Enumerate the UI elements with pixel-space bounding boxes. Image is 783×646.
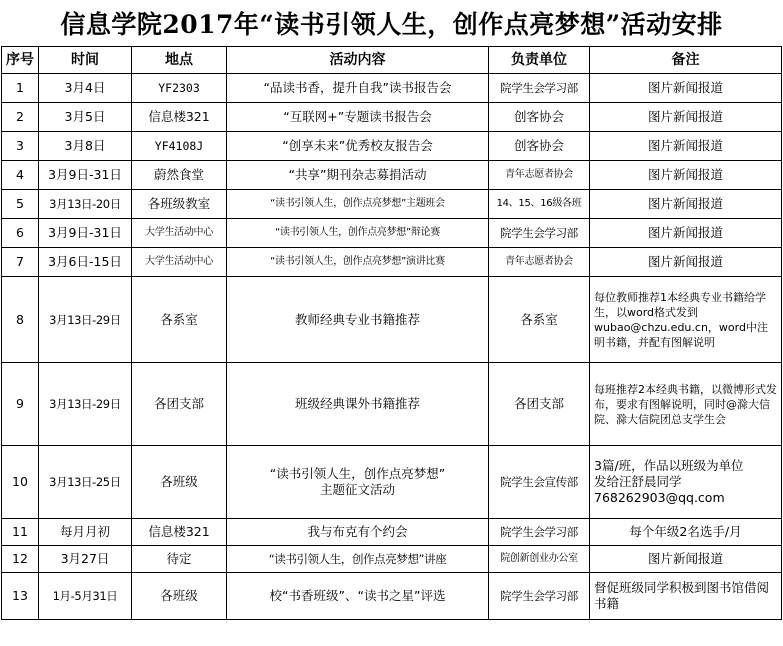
- cell-note: 图片新闻报道: [590, 190, 782, 219]
- cell-no: 12: [2, 546, 39, 573]
- cell-unit: 院学生会学习部: [489, 74, 590, 103]
- cell-content: “读书引领人生，创作点亮梦想”讲座: [227, 546, 489, 573]
- cell-time: 3月13日-29日: [39, 277, 132, 363]
- cell-time: 3月13日-29日: [39, 363, 132, 446]
- note-line: 3篇/班，作品以班级为单位: [594, 458, 744, 473]
- header-note: 备注: [590, 47, 782, 74]
- table-row: [2, 161, 782, 190]
- cell-unit: 14、15、16级各班: [489, 190, 590, 219]
- cell-unit: 院创新创业办公室: [489, 546, 590, 573]
- cell-unit: 院学生会学习部: [489, 519, 590, 546]
- cell-place: 各班级教室: [132, 190, 227, 219]
- cell-content: “共享”期刊杂志募捐活动: [227, 161, 489, 190]
- cell-time: 3月5日: [39, 103, 132, 132]
- header-content: 活动内容: [227, 47, 489, 74]
- cell-no: 3: [2, 132, 39, 161]
- cell-note: 图片新闻报道: [590, 546, 782, 573]
- table-row: [2, 277, 782, 363]
- cell-unit: 院学生会学习部: [489, 573, 590, 620]
- cell-note: [590, 446, 782, 519]
- cell-place: 各班级: [132, 573, 227, 620]
- cell-content: “互联网+”专题读书报告会: [227, 103, 489, 132]
- table-row: [2, 573, 782, 620]
- cell-place: 信息楼321: [132, 519, 227, 546]
- cell-no: 1: [2, 74, 39, 103]
- header-no: 序号: [2, 47, 39, 74]
- cell-unit: 青年志愿者协会: [489, 161, 590, 190]
- table-row: [2, 446, 782, 519]
- cell-time: 3月9日-31日: [39, 219, 132, 248]
- cell-note: 每位教师推荐1本经典专业书籍给学生，以word格式发到wubao@chzu.edu.cn，word中注明书籍，并配有图解说明: [590, 277, 782, 363]
- cell-note: 图片新闻报道: [590, 248, 782, 277]
- content-line: 主题征文活动: [319, 482, 395, 497]
- header-place: 地点: [132, 47, 227, 74]
- cell-content: “读书引领人生，创作点亮梦想”辩论赛: [227, 219, 489, 248]
- cell-note: 图片新闻报道: [590, 161, 782, 190]
- table-row: [2, 132, 782, 161]
- cell-no: 6: [2, 219, 39, 248]
- cell-time: 3月6日-15日: [39, 248, 132, 277]
- note-line: 768262903@qq.com: [594, 490, 725, 505]
- cell-unit: 创客协会: [489, 132, 590, 161]
- cell-content: 我与布克有个约会: [227, 519, 489, 546]
- cell-place: 大学生活动中心: [132, 248, 227, 277]
- cell-unit: 院学生会学习部: [489, 219, 590, 248]
- cell-note: 图片新闻报道: [590, 132, 782, 161]
- cell-content: [227, 446, 489, 519]
- table-row: [2, 190, 782, 219]
- cell-place: 待定: [132, 546, 227, 573]
- cell-unit: 各系室: [489, 277, 590, 363]
- table-row: [2, 74, 782, 103]
- cell-content: 班级经典课外书籍推荐: [227, 363, 489, 446]
- note-line: 发给汪舒晨同学: [594, 474, 682, 489]
- cell-unit: 创客协会: [489, 103, 590, 132]
- cell-note: 图片新闻报道: [590, 74, 782, 103]
- cell-place: 各班级: [132, 446, 227, 519]
- table-row: [2, 546, 782, 573]
- cell-time: 3月8日: [39, 132, 132, 161]
- cell-no: 8: [2, 277, 39, 363]
- cell-unit: 各团支部: [489, 363, 590, 446]
- content-line: “读书引领人生，创作点亮梦想”: [269, 466, 446, 481]
- cell-note: 每班推荐2本经典书籍，以微博形式发布，要求有图解说明，同时@滁大信院、滁大信院团总支学生会: [590, 363, 782, 446]
- cell-content: “创享未来”优秀校友报告会: [227, 132, 489, 161]
- cell-note: 图片新闻报道: [590, 219, 782, 248]
- table-row: [2, 363, 782, 446]
- cell-place: 大学生活动中心: [132, 219, 227, 248]
- cell-time: 3月13日-20日: [39, 190, 132, 219]
- cell-no: 13: [2, 573, 39, 620]
- cell-place: 信息楼321: [132, 103, 227, 132]
- cell-time: 每月月初: [39, 519, 132, 546]
- cell-time: 1月-5月31日: [39, 573, 132, 620]
- cell-unit: 青年志愿者协会: [489, 248, 590, 277]
- cell-place: 蔚然食堂: [132, 161, 227, 190]
- table-row: [2, 103, 782, 132]
- table-row: [2, 219, 782, 248]
- cell-content: 教师经典专业书籍推荐: [227, 277, 489, 363]
- cell-time: 3月9日-31日: [39, 161, 132, 190]
- cell-content: “读书引领人生，创作点亮梦想”演讲比赛: [227, 248, 489, 277]
- cell-note: 图片新闻报道: [590, 103, 782, 132]
- cell-note: 每个年级2名选手/月: [590, 519, 782, 546]
- header-time: 时间: [39, 47, 132, 74]
- page-title: 信息学院2017年“读书引领人生，创作点亮梦想”活动安排: [60, 10, 723, 39]
- cell-no: 10: [2, 446, 39, 519]
- cell-note: 督促班级同学积极到图书馆借阅书籍: [590, 573, 782, 620]
- cell-place: YF4108J: [132, 132, 227, 161]
- table-row: [2, 519, 782, 546]
- table-header-row: [2, 47, 782, 74]
- cell-place: YF2303: [132, 74, 227, 103]
- cell-place: 各系室: [132, 277, 227, 363]
- cell-no: 11: [2, 519, 39, 546]
- cell-no: 9: [2, 363, 39, 446]
- cell-content: “品读书香，提升自我”读书报告会: [227, 74, 489, 103]
- schedule-table: [1, 46, 782, 620]
- cell-content: 校“书香班级”、“读书之星”评选: [227, 573, 489, 620]
- cell-unit: 院学生会宣传部: [489, 446, 590, 519]
- cell-time: 3月4日: [39, 74, 132, 103]
- cell-no: 2: [2, 103, 39, 132]
- table-row: [2, 248, 782, 277]
- cell-time: 3月13日-25日: [39, 446, 132, 519]
- cell-content: “读书引领人生，创作点亮梦想”主题班会: [227, 190, 489, 219]
- cell-no: 7: [2, 248, 39, 277]
- header-unit: 负责单位: [489, 47, 590, 74]
- cell-place: 各团支部: [132, 363, 227, 446]
- cell-no: 5: [2, 190, 39, 219]
- cell-time: 3月27日: [39, 546, 132, 573]
- cell-no: 4: [2, 161, 39, 190]
